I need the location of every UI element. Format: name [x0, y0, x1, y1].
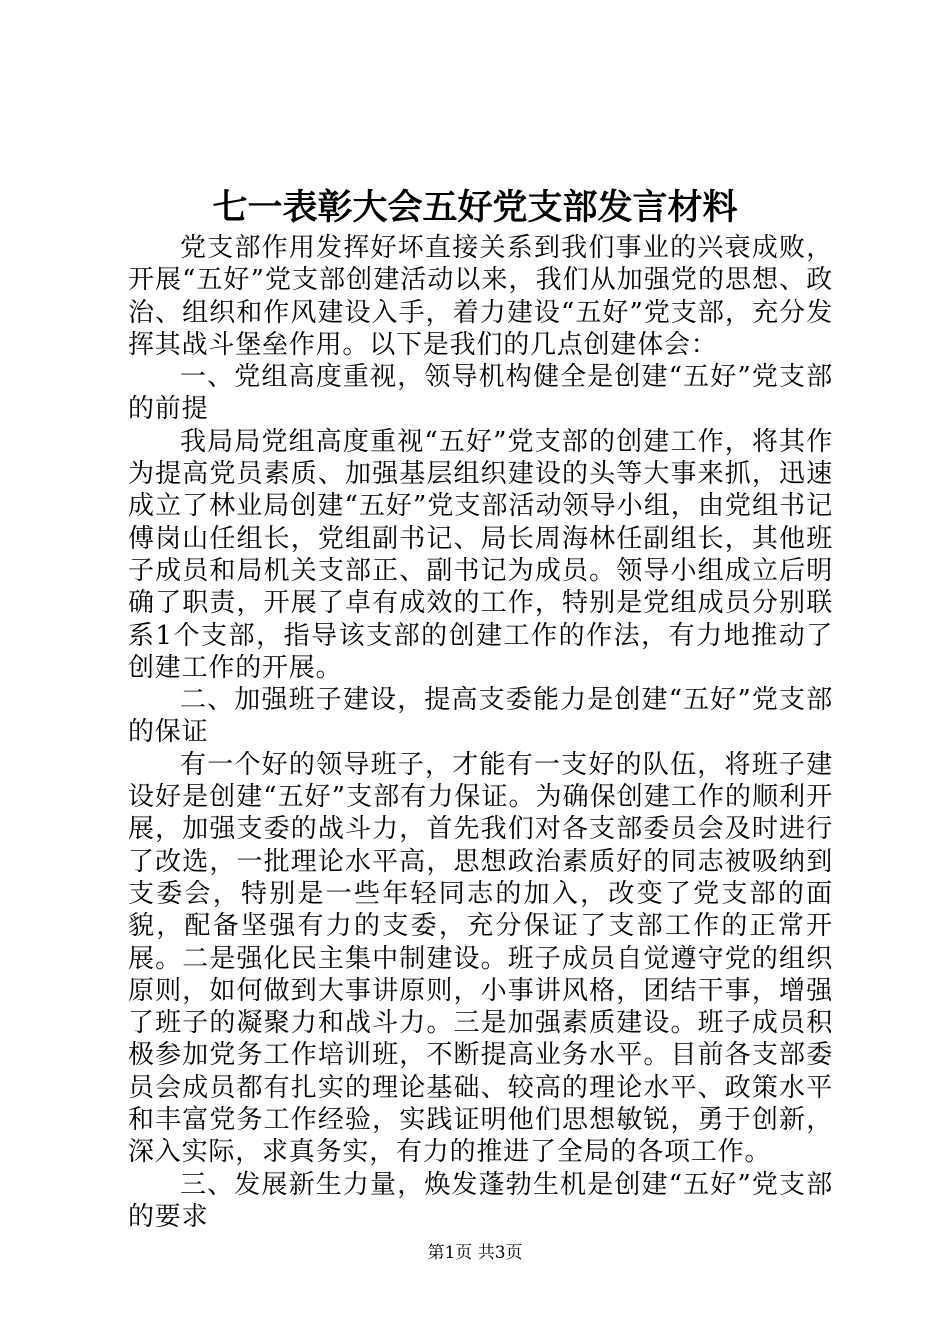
- section-heading-1: 一、党组高度重视，领导机构健全是创建“五好”党支部的前提: [128, 362, 833, 425]
- section-heading-2: 二、加强班子建设，提高支委能力是创建“五好”党支部的保证: [128, 685, 833, 748]
- section-heading-3: 三、发展新生力量，焕发蓬勃生机是创建“五好”党支部的要求: [128, 1169, 833, 1232]
- paragraph-intro: 党支部作用发挥好坏直接关系到我们事业的兴衰成败，开展“五好”党支部创建活动以来，我们从加强党的思想、政治、组织和作风建设入手，着力建设“五好”党支部，充分发挥其战斗堡垒作用。以下是我们的几点创建体会：: [128, 233, 833, 360]
- document-body: [128, 232, 833, 1233]
- page-footer: 第1页 共3页: [427, 1243, 523, 1263]
- document-title: 七一表彰大会五好党支部发言材料: [212, 187, 738, 228]
- paragraph-section-1: 我局局党组高度重视“五好”党支部的创建工作，将其作为提高党员素质、加强基层组织建设的头等大事来抓，迅速成立了林业局创建“五好”党支部活动领导小组，由党组书记傅岗山任组长，党组副书记、局长周海林任副组长，其他班子成员和局机关支部正、副书记为成员。领导小组成立后明确了职责，开展了卓有成效的工作，特别是党组成员分别联系1个支部，指导该支部的创建工作的作法，有力地推动了创建工作的开展。: [128, 426, 833, 683]
- paragraph-section-2: 有一个好的领导班子，才能有一支好的队伍，将班子建设好是创建“五好”支部有力保证。为确保创建工作的顺利开展，加强支委的战斗力，首先我们对各支部委员会及时进行了改选，一批理论水平高，思想政治素质好的同志被吸纳到支委会，特别是一些年轻同志的加入，改变了党支部的面貌，配备坚强有力的支委，充分保证了支部工作的正常开展。二是强化民主集中制建设。班子成员自觉遵守党的组织原则，如何做到大事讲原则，小事讲风格，团结干事，增强了班子的凝聚力和战斗力。三是加强素质建设。班子成员积极参加党务工作培训班，不断提高业务水平。目前各支部委员会成员都有扎实的理论基础、较高的理论水平、政策水平和丰富党务工作经验，实践证明他们思想敏锐，勇于创新，深入实际，求真务实，有力的推进了全局的各项工作。: [128, 749, 833, 1168]
